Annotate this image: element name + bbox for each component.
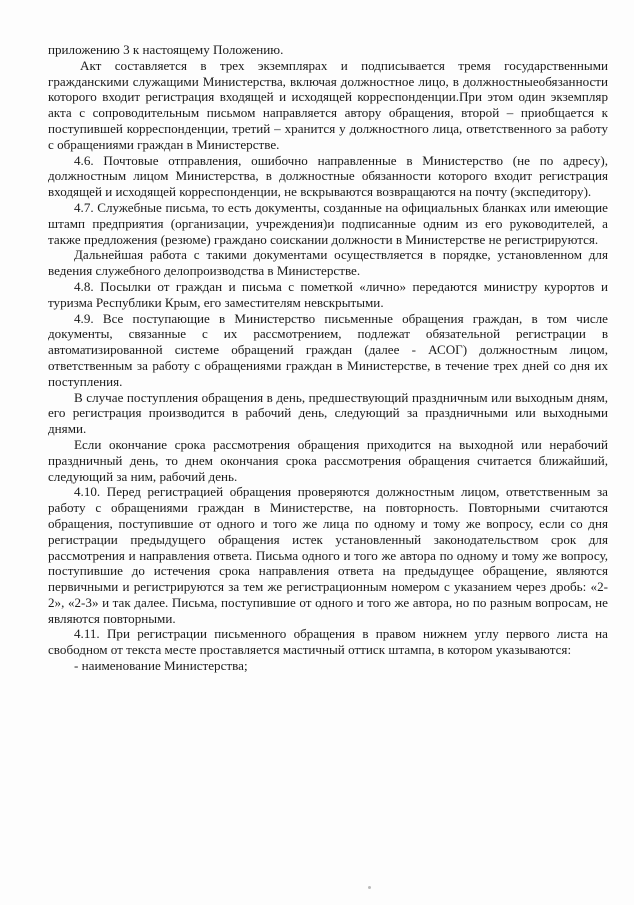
document-body	[48, 42, 608, 674]
paragraph-4-11: 4.11. При регистрации письменного обращения в правом нижнем углу первого листа на свободном от текста месте проставляется мастичный оттиск штампа, в котором указываются:	[48, 626, 608, 658]
paragraph-deadline-end: Если окончание срока рассмотрения обращения приходится на выходной или нерабочий праздничный день, то днем окончания срока рассмотрения обращения считается ближайший, следующий за ним, рабочий день.	[48, 436, 608, 484]
paragraph-4-8: 4.8. Посылки от граждан и письма с пометкой «лично» передаются министру курортов и туризма Республики Крым, его заместителям невскрытыми.	[48, 278, 608, 310]
paragraph-act: Акт составляется в трех экземплярах и подписывается тремя государственными гражданскими служащими Министерства, включая должностное лицо, в должностныеобязанности которого входит регистрация входящей и исходящей корреспонденции.При этом один экземпляр акта с сопроводительным письмом направляется автору обращения, второй – приобщается к поступившей корреспонденции, третий – хранится у должностного лица, ответственного за работу с обращениями граждан в Министерстве.	[48, 57, 608, 152]
paragraph-4-7: 4.7. Служебные письма, то есть документы, созданные на официальных бланках или имеющие штамп предприятия (организации, учреждения)и подписанные одним из его руководителей, а также предложения (резюме) граждано соискании должности в Министерстве не регистрируются.	[48, 199, 608, 247]
paragraph-4-9: 4.9. Все поступающие в Министерство письменные обращения граждан, в том числе документы, связанные с их рассмотрением, подлежат обязательной регистрации в автоматизированной системе обращений граждан (далее - АСОГ) должностным лицом, ответственным за работу с обращениями граждан в Министерстве, в течение трех дней со дня их поступления.	[48, 310, 608, 389]
scan-speck	[368, 886, 371, 889]
paragraph-continuation: приложению 3 к настоящему Положению.	[48, 42, 284, 57]
paragraph-4-10: 4.10. Перед регистрацией обращения проверяются должностным лицом, ответственным за работу с обращениями граждан в Министерстве, на повторность. Повторными считаются обращения, поступившие от одного и того же лица по одному и тому же вопросу, если со дня регистрации предыдущего обращения истек установленный законодательством срок для рассмотрения и направления ответа. Письма одного и того же автора по одному и тому же вопросу, поступившие до истечения срока направления ответа на предыдущее обращение, являются первичными и регистрируются за тем же регистрационным номером с указанием через дробь: «2-2», «2-3» и так далее. Письма, поступившие от одного и того же автора, но по разным вопросам, не являются повторными.	[48, 484, 608, 626]
list-item-ministry-name: - наименование Министерства;	[74, 658, 248, 674]
paragraph-holiday-registration: В случае поступления обращения в день, предшествующий праздничным или выходным дням, его регистрация производится в рабочий день, следующий за праздничными или выходными днями.	[48, 389, 608, 437]
paragraph-4-6: 4.6. Почтовые отправления, ошибочно направленные в Министерство (не по адресу), должностным лицом Министерства, в должностные обязанности которого входит регистрация входящей и исходящей корреспонденции, не вскрываются возвращаются на почту (экспедитору).	[48, 152, 608, 200]
paragraph-further-work: Дальнейшая работа с такими документами осуществляется в порядке, установленном для ведения служебного делопроизводства в Министерстве.	[48, 247, 608, 279]
